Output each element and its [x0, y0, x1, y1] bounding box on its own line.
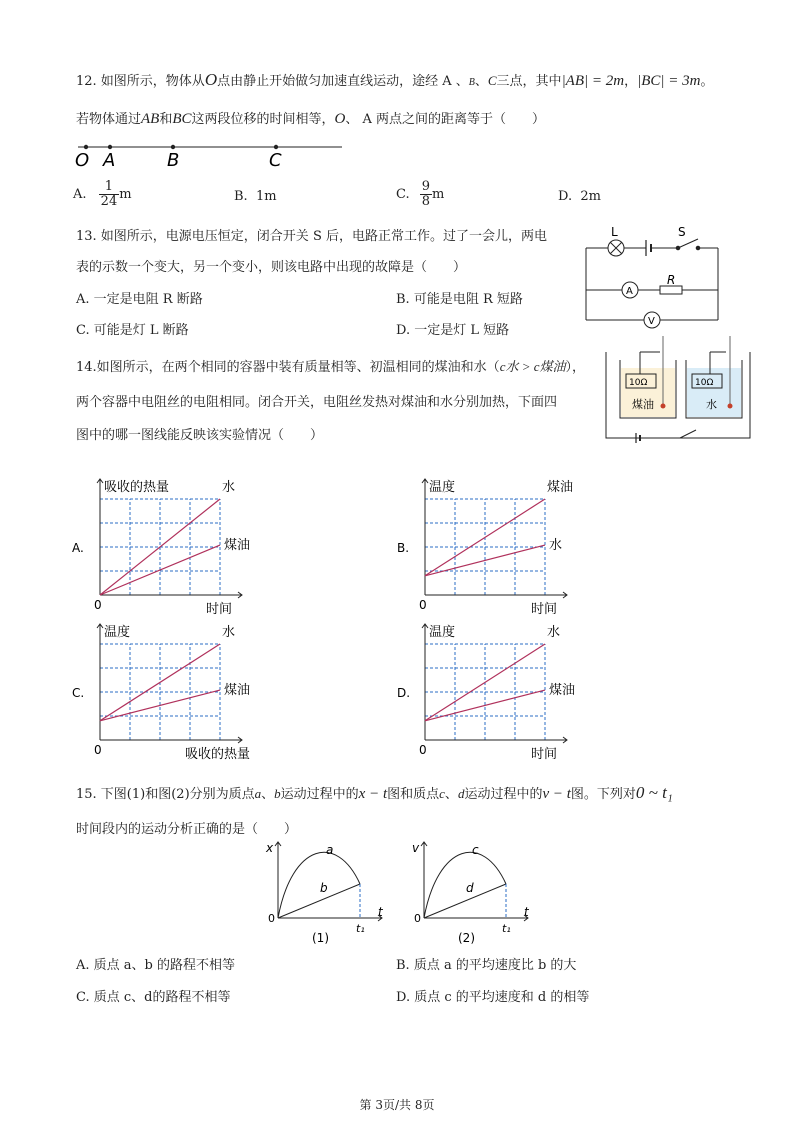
graph-option-label: D. — [397, 686, 411, 700]
q12-option-a[interactable]: A. $\frac{1}{24}$ m — [73, 179, 132, 209]
fig1-x-label: t — [378, 905, 383, 919]
q12-line-diagram — [70, 138, 350, 174]
upper-line-label: 水 — [222, 480, 236, 495]
q12-option-b[interactable]: B. 1m — [234, 189, 277, 204]
q15-line2: 时间段内的运动分析正确的是（ ） — [76, 822, 298, 837]
origin-label: 0 — [94, 743, 102, 757]
water-label: 水 — [706, 398, 717, 411]
q14-apparatus-diagram — [600, 330, 760, 448]
q12-line2: 若物体通过AB和BC这两段位移的时间相等，O、 A 两点之间的距离等于（ ） — [76, 111, 546, 127]
y-axis-label: 温度 — [104, 625, 131, 640]
lower-line-label: 煤油 — [549, 683, 576, 699]
fig2-x-label: t — [524, 905, 529, 919]
graph-option-label: B. — [397, 541, 410, 555]
fig1-caption: (1) — [312, 931, 329, 945]
x-axis-label: 时间 — [531, 602, 558, 617]
lamp-label: L — [611, 225, 618, 239]
fig2-caption: (2) — [458, 931, 475, 945]
label-b: B — [167, 150, 180, 171]
lower-line-label: 煤油 — [224, 683, 251, 699]
graph-option-label: C. — [72, 686, 85, 700]
x-axis-label: 吸收的热量 — [185, 747, 251, 762]
label-c: C — [269, 150, 282, 171]
q12-option-d[interactable]: D. 2m — [558, 189, 601, 204]
q15-option-d[interactable]: D. 质点 c 的平均速度和 d 的相等 — [396, 990, 590, 1005]
q15-option-a[interactable]: A. 质点 a、b 的路程不相等 — [76, 958, 235, 973]
q13-option-d[interactable]: D. 一定是灯 L 短路 — [396, 323, 510, 338]
fig2-curve-label: c — [472, 843, 479, 857]
point-o — [84, 145, 88, 149]
voltmeter-label: V — [648, 316, 655, 327]
origin-label: 0 — [419, 743, 427, 757]
q14-graph-a[interactable] — [70, 470, 320, 620]
q13-line2: 表的示数一个变大，另一个变小，则该电路中出现的故障是（ ） — [76, 260, 467, 275]
q14-line3: 图中的哪一图线能反映该实验情况（ ） — [76, 428, 324, 443]
y-axis-label: 吸收的热量 — [104, 480, 170, 495]
q14-graph-b[interactable] — [395, 470, 645, 620]
x-axis-label: 时间 — [531, 747, 558, 762]
x-axis-label: 时间 — [206, 602, 233, 617]
fig2-y-label: v — [412, 841, 420, 855]
q14-graph-c[interactable] — [70, 615, 320, 765]
q15-option-b[interactable]: B. 质点 a 的平均速度比 b 的大 — [396, 958, 577, 973]
q12-line1: 12. 如图所示，物体从O点由静止开始做匀加速直线运动，途经 A 、B、C三点，其中|AB| = 2m，|BC| = 3m。 — [76, 70, 714, 89]
q12-option-c[interactable]: C. $\frac{9}{8}$ m — [396, 179, 445, 209]
fig1-origin: 0 — [268, 912, 275, 925]
upper-line-label: 水 — [547, 625, 561, 640]
fig1-t1-label: t₁ — [356, 922, 365, 935]
q15-figure-1 — [262, 838, 392, 946]
fig1-y-label: x — [266, 841, 274, 855]
fig2-t1-label: t₁ — [502, 922, 511, 935]
q14-line1: 14.如图所示，在两个相同的容器中装有质量相等、初温相同的煤油和水（c水 > c煤油）， — [76, 359, 586, 375]
q15-option-c[interactable]: C. 质点 c、d的路程不相等 — [76, 990, 231, 1005]
q15-figure-2 — [408, 838, 538, 946]
y-axis-label: 温度 — [429, 625, 456, 640]
graph-option-label: A. — [72, 541, 84, 555]
switch-icon — [678, 239, 698, 248]
q13-option-c[interactable]: C. 可能是灯 L 断路 — [76, 323, 189, 338]
resistor-left-label: 10Ω — [629, 378, 648, 388]
kerosene-label: 煤油 — [632, 398, 654, 411]
q15-line1: 15. 下图(1)和图(2)分别为质点a、b运动过程中的x − t图和质点c、d运动过程中的v − t图。下列对0 ~ t₁ — [76, 783, 673, 802]
point-c — [274, 145, 278, 149]
q13-circuit-diagram — [578, 224, 728, 334]
q13-option-b[interactable]: B. 可能是电阻 R 短路 — [396, 292, 523, 307]
resistor-right-label: 10Ω — [695, 378, 714, 388]
page-footer: 第 3页/共 8页 — [359, 1098, 435, 1112]
point-a — [108, 145, 112, 149]
fig2-origin: 0 — [414, 912, 421, 925]
label-a: A — [103, 150, 116, 171]
q13-line1: 13. 如图所示，电源电压恒定，闭合开关 S 后，电路正常工作。过了一会儿，两电 — [76, 229, 547, 244]
lower-line-label: 煤油 — [224, 538, 251, 554]
label-o: O — [75, 150, 90, 171]
fig1-line-label: b — [320, 881, 328, 895]
resistor-label: R — [667, 273, 676, 287]
fig1-curve-label: a — [326, 843, 334, 857]
origin-label: 0 — [419, 598, 427, 612]
q14-line2: 两个容器中电阻丝的电阻相同。闭合开关，电阻丝发热对煤油和水分别加热，下面四 — [76, 395, 558, 410]
ammeter-label: A — [626, 286, 633, 297]
q13-option-a[interactable]: A. 一定是电阻 R 断路 — [76, 292, 203, 307]
point-b — [171, 145, 175, 149]
fig2-line-label: d — [466, 881, 474, 895]
upper-line-label: 煤油 — [547, 480, 574, 495]
switch-label: S — [678, 225, 686, 239]
upper-line-label: 水 — [222, 625, 236, 640]
y-axis-label: 温度 — [429, 480, 456, 495]
lower-line-label: 水 — [549, 538, 563, 554]
q14-graph-d[interactable] — [395, 615, 645, 765]
origin-label: 0 — [94, 598, 102, 612]
resistor-icon — [660, 286, 682, 294]
